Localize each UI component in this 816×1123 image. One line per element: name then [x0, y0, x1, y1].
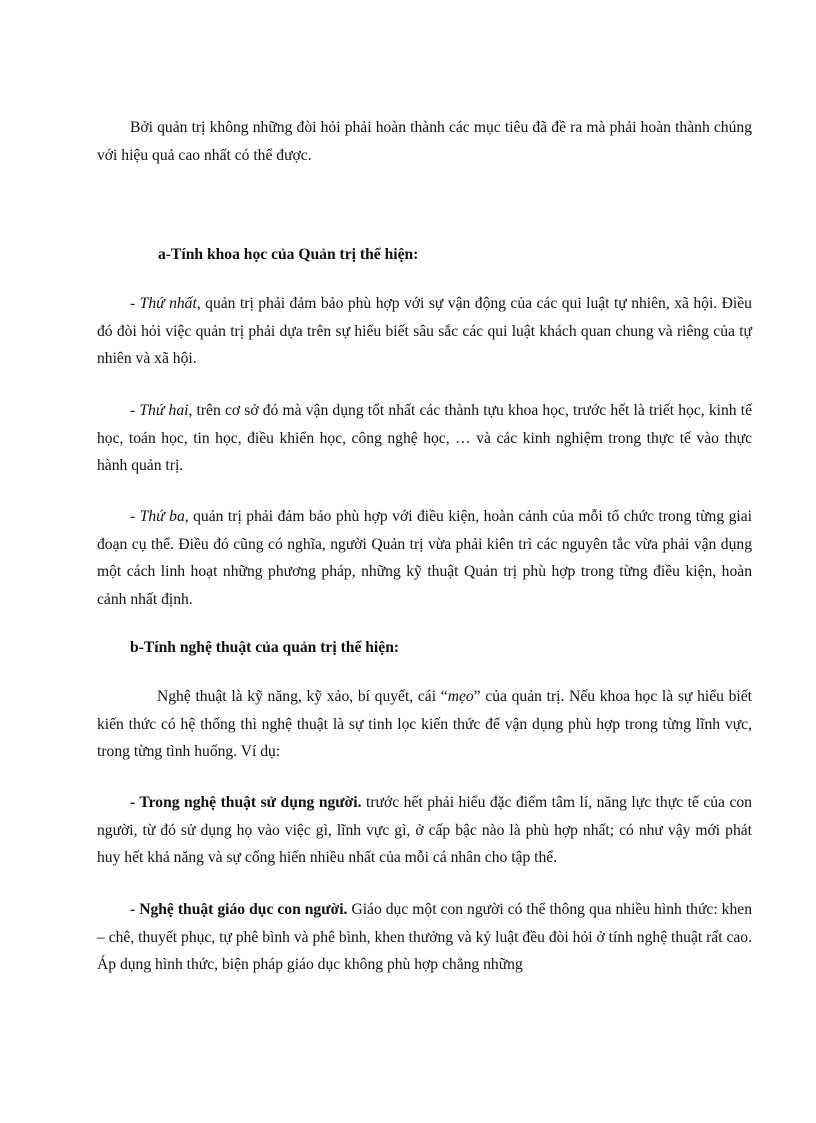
paragraph-intro-text: Bởi quản trị không những đòi hỏi phải hoàn thành các mục tiêu đã đề ra mà phải hoàn thành chúng với hiệu quả cao nhất có thể được. [97, 119, 752, 164]
paragraph-third-label: Thứ ba [139, 508, 185, 525]
paragraph-using-people [97, 789, 752, 872]
paragraph-art-em: mẹo [447, 688, 474, 705]
paragraph-art-definition [97, 683, 752, 766]
paragraph-educating-people-label: - Nghệ thuật giáo dục con người. [130, 901, 348, 918]
paragraph-intro [97, 114, 752, 169]
paragraph-educating-people-text: Giáo dục một con người có thể thông qua nhiều hình thức: khen – chê, thuyết phục, tự phê bình và phê bình, khen thưởng và kỷ luật đều đòi hỏi ở tính nghệ thuật rất cao. Áp dụng hình thức, biện pháp giáo dục không phù hợp chẳng những [97, 901, 752, 973]
heading-science: a-Tính khoa học của Quản trị thể hiện: [158, 246, 419, 263]
paragraph-art-text: ” của quản trị. Nếu khoa học là sự hiểu biết kiến thức có hệ thống thì nghệ thuật là sự tinh lọc kiến thức để vận dụng phù hợp trong từng lĩnh vực, trong từng tình huống. Ví dụ: [97, 688, 752, 760]
paragraph-first-lead: - [130, 295, 140, 312]
paragraph-second-lead: - [130, 402, 140, 419]
paragraph-second-label: Thứ hai [139, 402, 189, 419]
paragraph-first-label: Thứ nhất [139, 295, 197, 312]
paragraph-third-lead: - [130, 508, 140, 525]
paragraph-using-people-text: trước hết phải hiểu đặc điểm tâm lí, năng lực thực tế của con người, từ đó sử dụng họ vào việc gì, lĩnh vực gì, ở cấp bậc nào là phù hợp nhất; có như vậy mới phát huy hết khả năng và sự cống hiến nhiều nhất của mỗi cá nhân cho tập thể. [97, 794, 752, 866]
paragraph-educating-people [97, 896, 752, 979]
paragraph-using-people-label: - Trong nghệ thuật sử dụng người. [130, 794, 362, 811]
paragraph-art-pre: Nghệ thuật là kỹ năng, kỹ xảo, bí quyết, cái “ [157, 688, 448, 705]
paragraph-third [97, 503, 752, 613]
paragraph-first-text: , quản trị phải đảm bảo phù hợp với sự vận động của các qui luật tự nhiên, xã hội. Điều đó đòi hỏi việc quản trị phải dựa trên sự hiểu biết sâu sắc các qui luật khách quan chung và riêng của tự nhiên và xã hội. [97, 295, 752, 367]
paragraph-second-text: , trên cơ sở đó mà vận dụng tốt nhất các thành tựu khoa học, trước hết là triết học, kinh tế học, toán học, tin học, điều khiển học, công nghệ học, … và các kinh nghiệm trong thực tế vào thực hành quản trị. [97, 402, 752, 474]
paragraph-second [97, 397, 752, 480]
heading-art: b-Tính nghệ thuật của quản trị thể hiện: [130, 639, 400, 656]
paragraph-first [97, 290, 752, 373]
paragraph-third-text: , quản trị phải đảm bảo phù hợp với điều kiện, hoàn cảnh của mỗi tổ chức trong từng giai đoạn cụ thể. Điều đó cũng có nghĩa, người Quản trị vừa phải kiên trì các nguyên tắc vừa phải vận dụng một cách linh hoạt những phương pháp, những kỹ thuật Quản trị phù hợp trong từng điều kiện, hoàn cảnh nhất định. [97, 508, 753, 608]
